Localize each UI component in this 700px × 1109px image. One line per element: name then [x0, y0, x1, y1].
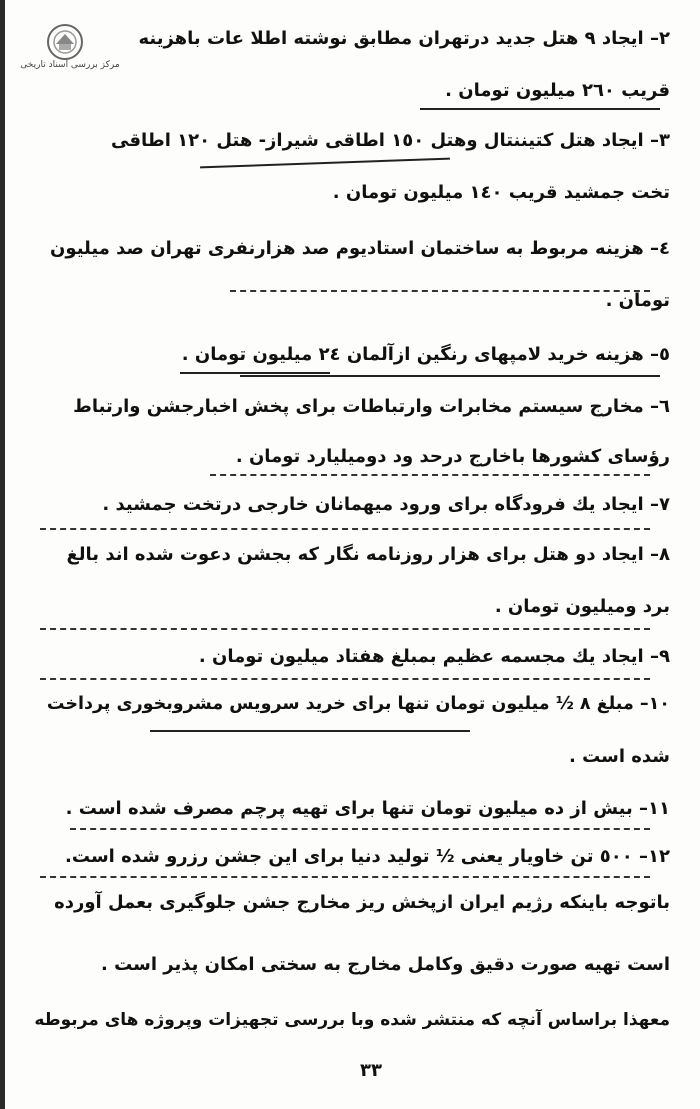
underline-11	[70, 828, 650, 830]
underline-3	[230, 290, 650, 292]
archive-emblem-icon	[40, 22, 90, 62]
logo-caption: مرکز بررسی اسناد تاریخی	[20, 60, 120, 70]
text-line-16: ١١– بیش از ده میلیون تومان تنها برای تهیه پرچم مصرف شده است .	[65, 798, 670, 819]
page-number: ۳۳	[360, 1060, 382, 1081]
text-line-2: قریب ۲٦٠ میلیون تومان .	[445, 80, 670, 101]
text-line-1: ۲– ایجاد ۹ هتل جدید درتهران مطابق نوشته اطلا عات باهزینه	[138, 28, 670, 49]
underline-10	[150, 730, 470, 732]
text-line-4: تخت جمشید قریب ١٤٠ میلیون تومان .	[332, 182, 670, 203]
text-line-5: ٤– هزینه مربوط به ساختمان استادیوم صد هزارنفری تهران صد میلیون	[50, 238, 670, 259]
text-line-10: ٧– ایجاد یك فرودگاه برای ورود میهمانان خارجی درتخت جمشید .	[102, 494, 670, 515]
text-line-13: ٩– ایجاد یك مجسمه عظیم بمبلغ هفتاد میلیون تومان .	[198, 646, 670, 667]
text-line-17: ١٢– ٥٠٠ تن خاویار یعنی ½ تولید دنیا برای این جشن رزرو شده است.	[65, 846, 670, 867]
underline-9	[40, 678, 650, 680]
text-line-9: رؤسای کشورها باخارج درحد ود دومیلیارد تومان .	[235, 446, 670, 467]
underline-5	[240, 375, 660, 377]
underline-1	[420, 108, 660, 110]
text-line-19: است تهیه صورت دقیق وکامل مخارج به سختی امکان پذیر است .	[100, 954, 670, 975]
scan-edge-shadow	[0, 0, 5, 1109]
underline-2	[200, 158, 450, 169]
underline-4	[180, 372, 330, 374]
text-line-8: ٦– مخارج سیستم مخابرات وارتباطات برای پخش اخبارجشن وارتباط	[73, 396, 670, 417]
underline-7	[40, 528, 650, 530]
text-line-3: ۳– ایجاد هتل کتیننتال وهتل ١٥٠ اطاقی شیراز- هتل ١٢٠ اطاقی	[111, 130, 670, 151]
underline-12	[40, 876, 650, 878]
text-line-12: برد ومیلیون تومان .	[494, 596, 670, 617]
underline-6	[210, 474, 650, 476]
underline-8	[40, 628, 650, 630]
text-line-18: باتوجه باینکه رژیم ایران ازپخش ریز مخارج جشن جلوگیری بعمل آورده	[54, 892, 670, 913]
text-line-14: ١٠– مبلغ ٨ ½ میلیون تومان تنها برای خرید سرویس مشروبخوری پرداخت	[46, 694, 670, 714]
text-line-15: شده است .	[568, 746, 670, 767]
text-line-20: معهذا براساس آنچه که منتشر شده وبا بررسی تجهیزات وپروژه های مربوطه	[34, 1010, 670, 1030]
text-line-11: ٨– ایجاد دو هتل برای هزار روزنامه نگار که بجشن دعوت شده اند بالغ	[66, 544, 670, 565]
text-line-6: تومان .	[605, 290, 670, 311]
text-line-7: ٥– هزینه خرید لامپهای رنگین ازآلمان ٢٤ میلیون تومان .	[181, 344, 670, 365]
